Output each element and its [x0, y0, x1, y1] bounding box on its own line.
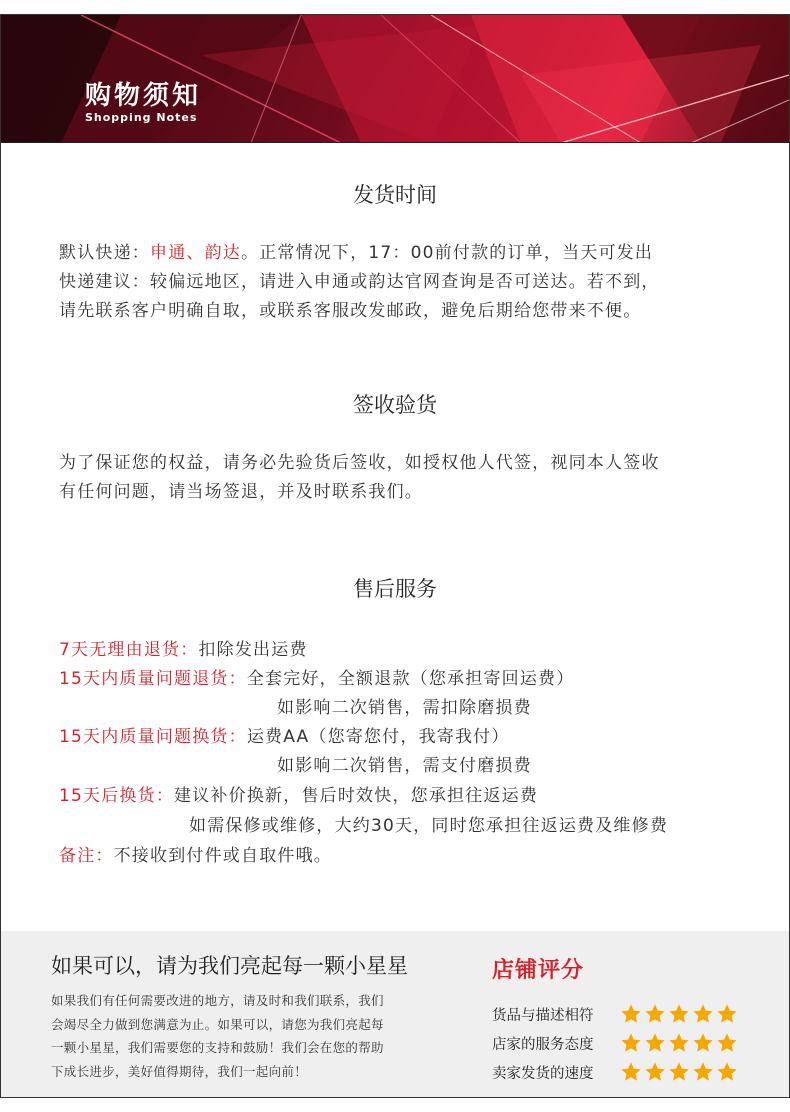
row-label: 15天内质量问题换货：	[59, 727, 247, 747]
header-banner	[1, 15, 789, 143]
row-text: 扣除发出运费	[198, 640, 308, 660]
footer-title: 如果可以，请为我们亮起每一颗小星星	[51, 954, 408, 978]
row-text: 不接收到付件或自取件哦。	[113, 846, 333, 866]
row-text: 运费AA（您寄您付，我寄我付）	[246, 727, 510, 747]
default-carrier-label: 默认快递：	[59, 243, 150, 263]
star-icon[interactable]	[668, 1061, 690, 1083]
row-text: 建议补价换新，售后时效快，您承担往返运费	[174, 786, 539, 806]
shipping-cutoff-text: 。正常情况下，17：00前付款的订单，当天可发出	[241, 243, 654, 263]
score-label: 店家的服务态度	[492, 1036, 594, 1053]
shipping-line-2: 快递建议：较偏远地区，请进入申通或韵达官网查询是否可送达。若不到，	[59, 272, 660, 292]
rating-footer	[1, 931, 789, 1098]
banner-title: 购物须知	[85, 81, 202, 111]
banner-subtitle: Shopping Notes	[85, 111, 198, 124]
star-icon[interactable]	[620, 1032, 642, 1054]
shipping-title: 发货时间	[353, 183, 437, 207]
score-label: 货品与描述相符	[492, 1007, 594, 1024]
shipping-line-1	[59, 239, 769, 268]
row-text: 全套完好，全额退款（您承担寄回运费）	[246, 669, 575, 689]
inspection-line-1: 为了保证您的权益，请务必先验货后签收，如授权他人代签，视同本人签收	[59, 453, 660, 473]
shipping-text	[59, 239, 769, 326]
star-rating[interactable]	[620, 1032, 738, 1054]
footer-message	[51, 989, 451, 1083]
star-icon[interactable]	[620, 1003, 642, 1025]
shopping-notes-page	[0, 14, 790, 1098]
aftersale-row-2-cont: 如影响二次销售，需扣除磨损费	[277, 698, 532, 718]
score-row-shipping-speed	[492, 1061, 738, 1083]
star-icon[interactable]	[668, 1032, 690, 1054]
score-label: 卖家发货的速度	[492, 1065, 594, 1082]
row-label: 15天后换货：	[59, 786, 175, 806]
star-icon[interactable]	[692, 1032, 714, 1054]
row-label: 7天无理由退货：	[59, 640, 199, 660]
star-icon[interactable]	[644, 1003, 666, 1025]
footer-line: 下成长进步，美好值得期待，我们一起向前！	[51, 1063, 308, 1079]
aftersale-row-3	[59, 722, 510, 747]
aftersale-row-4	[59, 781, 538, 806]
row-label: 备注：	[59, 846, 114, 866]
aftersale-row-5	[59, 841, 332, 866]
inspection-line-2: 有任何问题，请当场签退，并及时联系我们。	[59, 482, 423, 502]
shop-score-title: 店铺评分	[492, 958, 585, 983]
aftersale-row-1	[59, 635, 308, 660]
star-icon[interactable]	[692, 1061, 714, 1083]
aftersale-title: 售后服务	[353, 577, 437, 601]
aftersale-row-2	[59, 664, 574, 689]
score-row-service	[492, 1032, 738, 1054]
star-icon[interactable]	[716, 1003, 738, 1025]
row-label: 15天内质量问题退货：	[59, 669, 247, 689]
star-icon[interactable]	[620, 1061, 642, 1083]
star-icon[interactable]	[668, 1003, 690, 1025]
star-icon[interactable]	[692, 1003, 714, 1025]
aftersale-row-3-cont: 如影响二次销售，需支付磨损费	[277, 756, 532, 776]
shipping-line-3: 请先联系客户明确自取，或联系客服改发邮政，避免后期给您带来不便。	[59, 301, 642, 321]
star-rating[interactable]	[620, 1061, 738, 1083]
inspection-title: 签收验货	[353, 393, 437, 417]
star-icon[interactable]	[644, 1032, 666, 1054]
star-icon[interactable]	[644, 1061, 666, 1083]
aftersale-row-4-cont: 如需保修或维修，大约30天，同时您承担往返运费及维修费	[189, 816, 669, 836]
star-icon[interactable]	[716, 1061, 738, 1083]
star-rating[interactable]	[620, 1003, 738, 1025]
footer-line: 如果我们有任何需要改进的地方，请及时和我们联系，我们	[51, 993, 384, 1008]
footer-line: 一颗小星星，我们需要您的支持和鼓励！我们会在您的帮助	[51, 1040, 384, 1055]
footer-line: 会竭尽全力做到您满意为止。如果可以，请您为我们亮起每	[51, 1016, 384, 1032]
carrier-names: 申通、韵达	[150, 243, 241, 263]
star-icon[interactable]	[716, 1032, 738, 1054]
inspection-text	[59, 449, 769, 507]
score-row-description	[492, 1003, 738, 1025]
